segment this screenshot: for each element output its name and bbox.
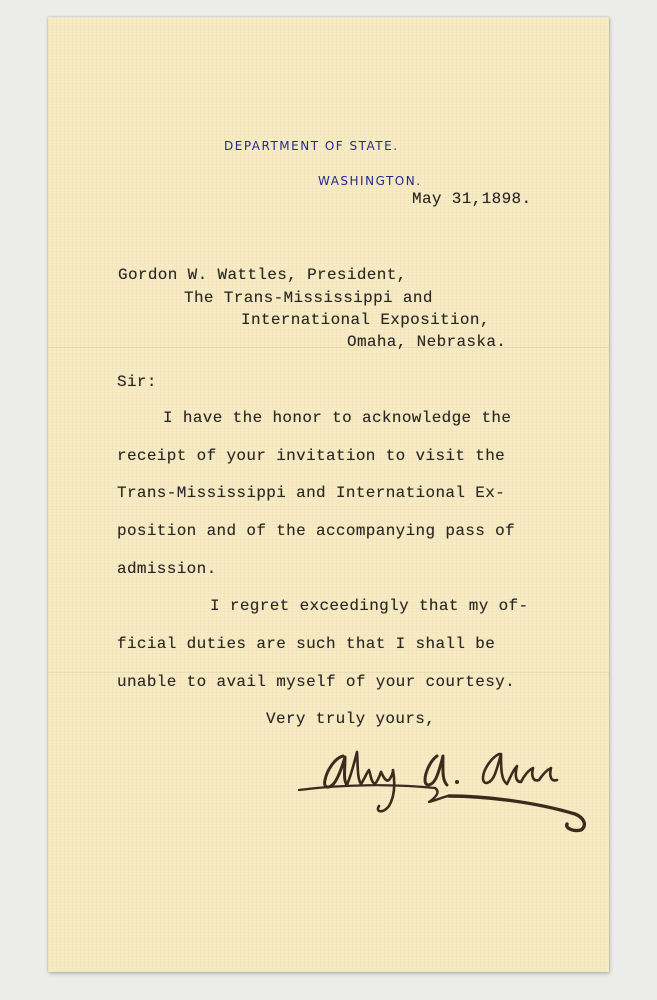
- recipient-line-2: The Trans-Mississippi and: [184, 289, 433, 307]
- letter-date: May 31,1898.: [412, 190, 532, 208]
- recipient-line-1: Gordon W. Wattles, President,: [118, 266, 407, 284]
- letterhead-department: DEPARTMENT OF STATE.: [224, 139, 399, 153]
- salutation: Sir:: [117, 373, 157, 391]
- body-line: Trans-Mississippi and International Ex-: [117, 484, 506, 502]
- body-line: admission.: [117, 560, 217, 578]
- signature: [285, 730, 595, 845]
- body-line: unable to avail myself of your courtesy.: [117, 673, 516, 691]
- body-line: ficial duties are such that I shall be: [117, 635, 496, 653]
- body-line: I have the honor to acknowledge the: [163, 409, 512, 427]
- fold-line: [48, 347, 609, 348]
- body-line: receipt of your invitation to visit the: [117, 447, 506, 465]
- body-line: I regret exceedingly that my of-: [210, 597, 529, 615]
- body-line: position and of the accompanying pass of: [117, 522, 516, 540]
- recipient-line-4: Omaha, Nebraska.: [347, 333, 507, 351]
- closing: Very truly yours,: [266, 710, 436, 728]
- recipient-line-3: International Exposition,: [241, 311, 490, 329]
- letterhead-city: WASHINGTON.: [318, 174, 422, 188]
